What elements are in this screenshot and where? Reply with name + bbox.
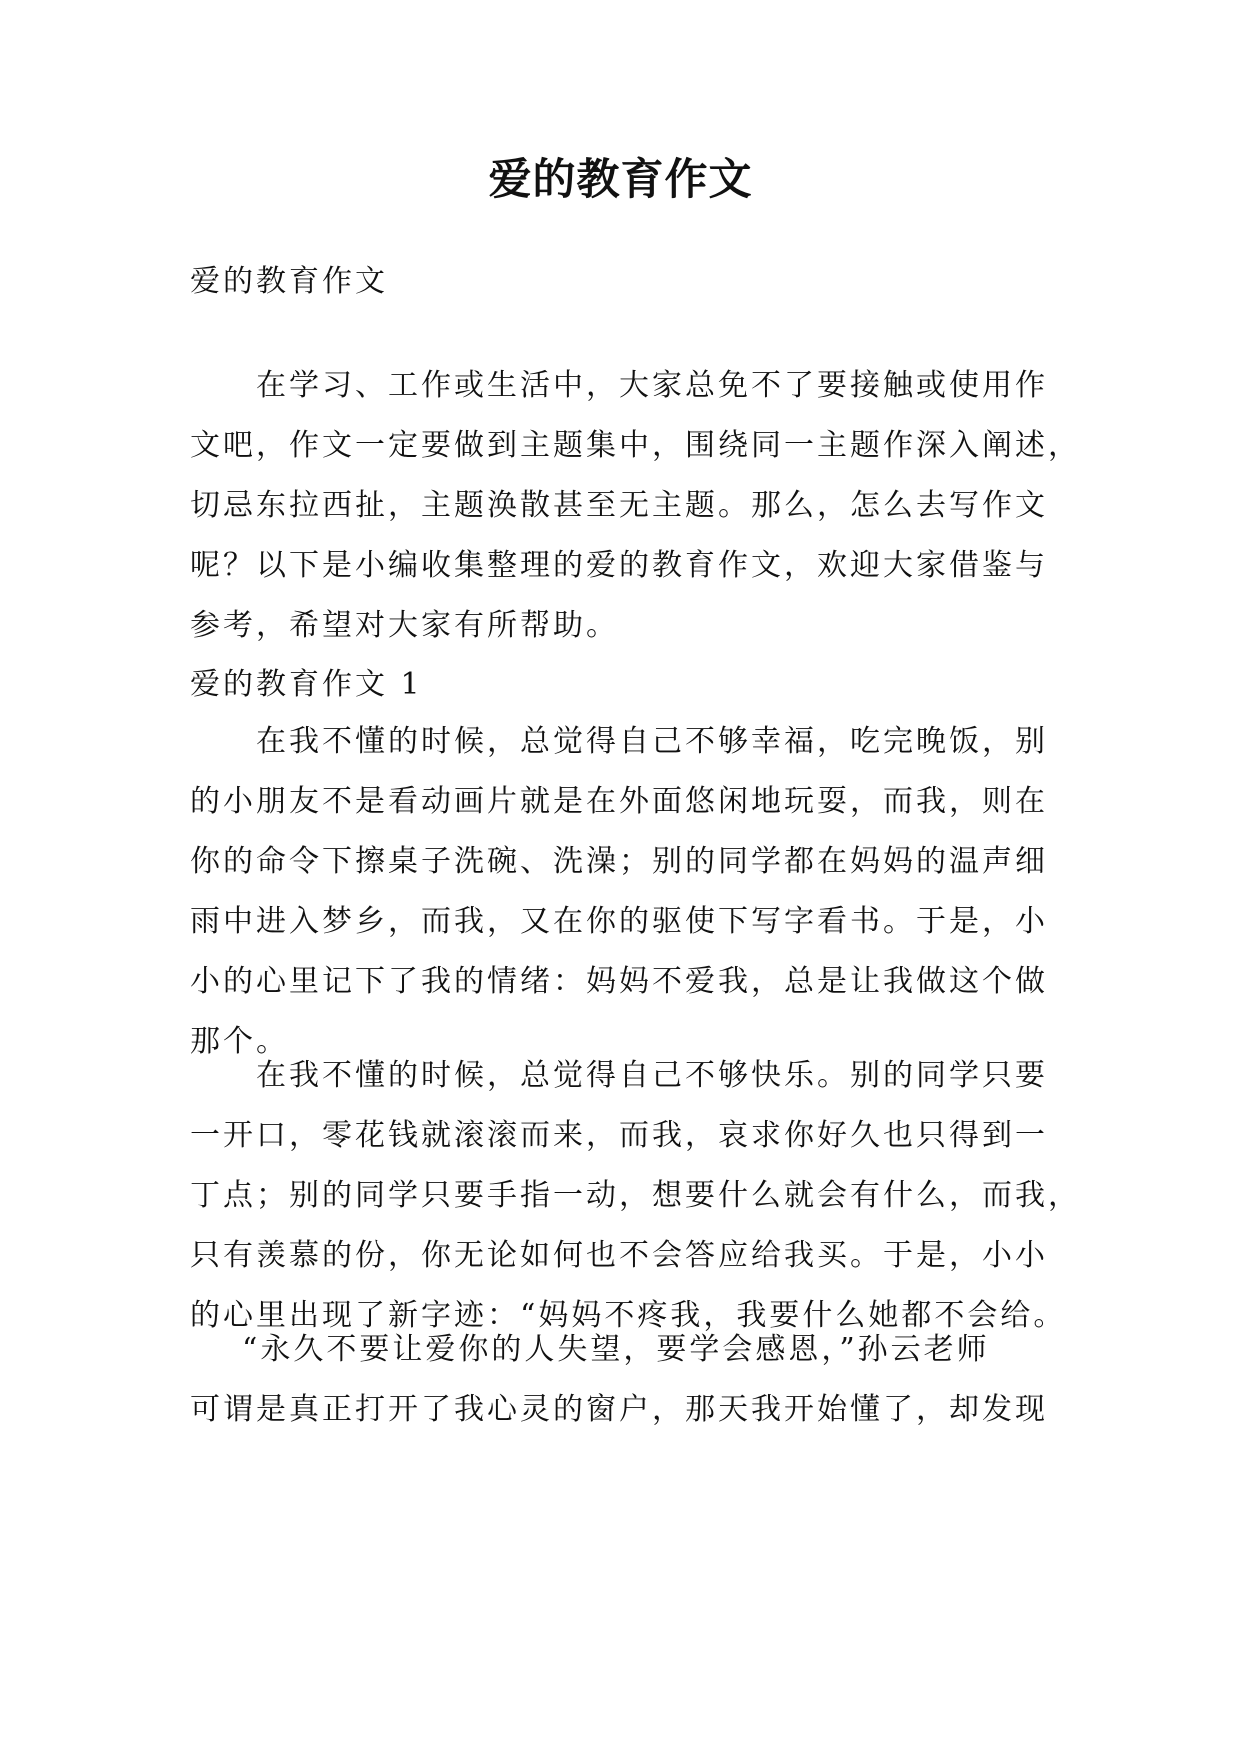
paragraph-line: 丁点；别的同学只要手指一动，想要什么就会有什么，而我，	[190, 1178, 1081, 1213]
paragraph-line: “永久不要让爱你的人失望，要学会感恩，”孙云老师	[242, 1332, 990, 1367]
paragraph-line: 的小朋友不是看动画片就是在外面悠闲地玩耍，而我，则在	[190, 784, 1048, 819]
paragraph-line: 参考，希望对大家有所帮助。	[190, 608, 619, 643]
paragraph-line: 文吧，作文一定要做到主题集中，围绕同一主题作深入阐述，	[190, 428, 1081, 463]
paragraph-line: 在我不懂的时候，总觉得自己不够快乐。别的同学只要	[256, 1058, 1048, 1093]
section-heading: 爱的教育作文 1	[190, 667, 423, 702]
paragraph-line: 切忌东拉西扯，主题涣散甚至无主题。那么，怎么去写作文	[190, 488, 1048, 523]
document-title: 爱的教育作文	[488, 155, 753, 205]
body-paragraph-1	[190, 712, 1060, 1072]
paragraph-line: 雨中进入梦乡，而我，又在你的驱使下写字看书。于是，小	[190, 904, 1048, 939]
paragraph-line: 在学习、工作或生活中，大家总免不了要接触或使用作	[256, 368, 1048, 403]
paragraph-line: 可谓是真正打开了我心灵的窗户，那天我开始懂了，却发现	[190, 1392, 1048, 1427]
body-paragraph-3	[190, 1320, 1060, 1440]
paragraph-line: 那个。	[190, 1024, 289, 1059]
paragraph-line: 的心里出现了新字迹：“妈妈不疼我，我要什么她都不会给。	[190, 1298, 1067, 1333]
paragraph-line: 呢？以下是小编收集整理的爱的教育作文，欢迎大家借鉴与	[190, 548, 1048, 583]
document-subtitle: 爱的教育作文	[190, 264, 388, 299]
body-paragraph-2	[190, 1046, 1081, 1346]
paragraph-line: 只有羡慕的份，你无论如何也不会答应给我买。于是，小小	[190, 1238, 1048, 1273]
intro-paragraph	[190, 356, 1081, 656]
paragraph-line: 你的命令下擦桌子洗碗、洗澡；别的同学都在妈妈的温声细	[190, 844, 1048, 879]
paragraph-line: 一开口，零花钱就滚滚而来，而我，哀求你好久也只得到一	[190, 1118, 1048, 1153]
paragraph-line: 在我不懂的时候，总觉得自己不够幸福，吃完晚饭，别	[256, 724, 1048, 759]
paragraph-line: 小的心里记下了我的情绪：妈妈不爱我，总是让我做这个做	[190, 964, 1048, 999]
